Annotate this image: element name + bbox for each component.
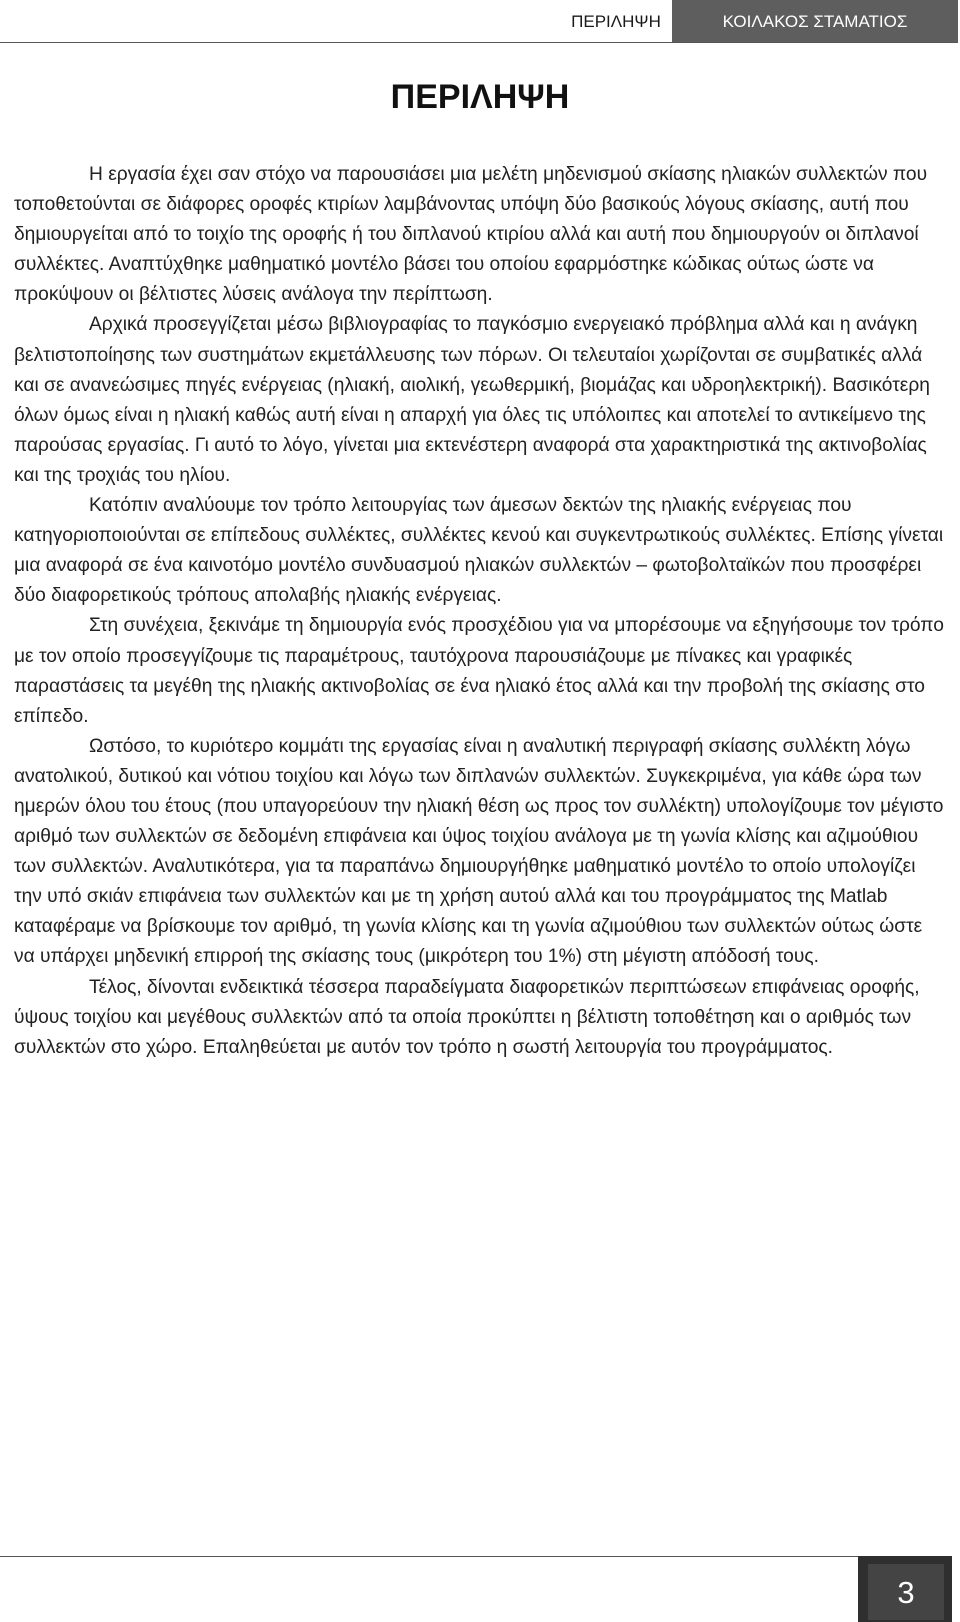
header-author-name: ΚΟΙΛΑΚΟΣ ΣΤΑΜΑΤΙΟΣ — [672, 0, 958, 42]
paragraph-1: Η εργασία έχει σαν στόχο να παρουσιάσει μια μελέτη μηδενισμού σκίασης ηλιακών συλλεκτών που τοποθετούνται σε διάφορες οροφές κτιρίων λαμβάνοντας υπόψη δύο βασικούς λόγους σκίασης, αυτή που δημιουργείται από το τοιχίο της οροφής ή του διπλανού κτιρίου αλλά και αυτή που δημιουργούν οι διπλανοί συλλέκτες. Αναπτύχθηκε μαθηματικό μοντέλο βάσει του οποίου εφαρμόστηκε κώδικας ούτως ώστε να προκύψουν οι βέλτιστες λύσεις ανάλογα την περίπτωση. — [14, 164, 928, 306]
abstract-body — [14, 160, 948, 1063]
paragraph-6: Τέλος, δίνονται ενδεικτικά τέσσερα παραδείγματα διαφορετικών περιπτώσεων επιφάνειας οροφής, ύψους τοιχίου και μεγέθους συλλεκτών από τα οποία προκύπτει η βέλτιστη τοποθέτηση και ο αριθμός των συλλεκτών στο χώρο. Επαληθεύεται με αυτόν τον τρόπο η σωστή λειτουργία του προγράμματος. — [14, 976, 920, 1058]
page-header — [0, 0, 960, 44]
page-number: 3 — [868, 1564, 944, 1620]
header-divider — [0, 42, 958, 43]
footer-divider — [0, 1556, 858, 1557]
header-section-title: ΠΕΡΙΛΗΨΗ — [571, 12, 661, 31]
page-title: ΠΕΡΙΛΗΨΗ — [390, 78, 570, 116]
paragraph-5: Ωστόσο, το κυριότερο κομμάτι της εργασίας είναι η αναλυτική περιγραφή σκίασης συλλέκτη λόγω ανατολικού, δυτικού και νότιου τοιχίου και λόγω των διπλανών συλλεκτών. Συγκεκριμένα, για κάθε ώρα των ημερών όλου του έτους (που υπαγορεύουν την ηλιακή θέση ως προς τον συλλέκτη) υπολογίζουμε τον μέγιστο αριθμό των συλλεκτών σε δεδομένη επιφάνεια και ύψος τοιχίου ανάλογα με τη γωνία κλίσης και αζιμούθιου των συλλεκτών. Αναλυτικότερα, για τα παραπάνω δημιουργήθηκε μαθηματικό μοντέλο το οποίο υπολογίζει την υπό σκιάν επιφάνεια των συλλεκτών και με τη χρήση αυτού αλλά και του προγράμματος της Matlab καταφέραμε να βρίσκουμε τον αριθμό, τη γωνία κλίσης και τη γωνία αζιμούθιου των συλλεκτών ούτως ώστε να υπάρχει μηδενική επιρροή της σκίασης τους (μικρότερη του 1%) στη μέγιστη απόδοσή τους. — [14, 735, 944, 968]
page-number-badge — [858, 1556, 952, 1622]
paragraph-4: Στη συνέχεια, ξεκινάμε τη δημιουργία ενός προσχέδιου για να μπορέσουμε να εξηγήσουμε τον τρόπο με τον οποίο προσεγγίζουμε τις παραμέτρους, ταυτόχρονα παρουσιάζουμε με πίνακες και γραφικές παραστάσεις τα μεγέθη της ηλιακής ακτινοβολίας σε ένα ηλιακό έτος αλλά και την προβολή της σκίασης στο επίπεδο. — [14, 615, 944, 727]
paragraph-2: Αρχικά προσεγγίζεται μέσω βιβλιογραφίας το παγκόσμιο ενεργειακό πρόβλημα αλλά και η ανάγκη βελτιστοποίησης των συστημάτων εκμετάλλευσης των πόρων. Οι τελευταίοι χωρίζονται σε συμβατικές αλλά και σε ανανεώσιμες πηγές ενέργειας (ηλιακή, αιολική, γεωθερμική, βιομάζας και υδροηλεκτρική). Βασικότερη όλων όμως είναι η ηλιακή καθώς αυτή είναι η απαρχή για όλες τις υπόλοιπες και αποτελεί το αντικείμενο της παρούσας εργασίας. Γι αυτό το λόγο, γίνεται μια εκτενέστερη αναφορά στα χαρακτηριστικά της ακτινοβολίας και της τροχιάς του ηλίου. — [14, 314, 930, 486]
paragraph-3: Κατόπιν αναλύουμε τον τρόπο λειτουργίας των άμεσων δεκτών της ηλιακής ενέργειας που κατηγοριοποιούνται σε επίπεδους συλλέκτες, συλλέκτες κενού και συγκεντρωτικούς συλλέκτες. Επίσης γίνεται μια αναφορά σε ένα καινοτόμο μοντέλο συνδυασμού ηλιακών συλλεκτών – φωτοβολταϊκών που προσφέρει δύο διαφορετικούς τρόπους απολαβής ηλιακής ενέργειας. — [14, 495, 944, 607]
